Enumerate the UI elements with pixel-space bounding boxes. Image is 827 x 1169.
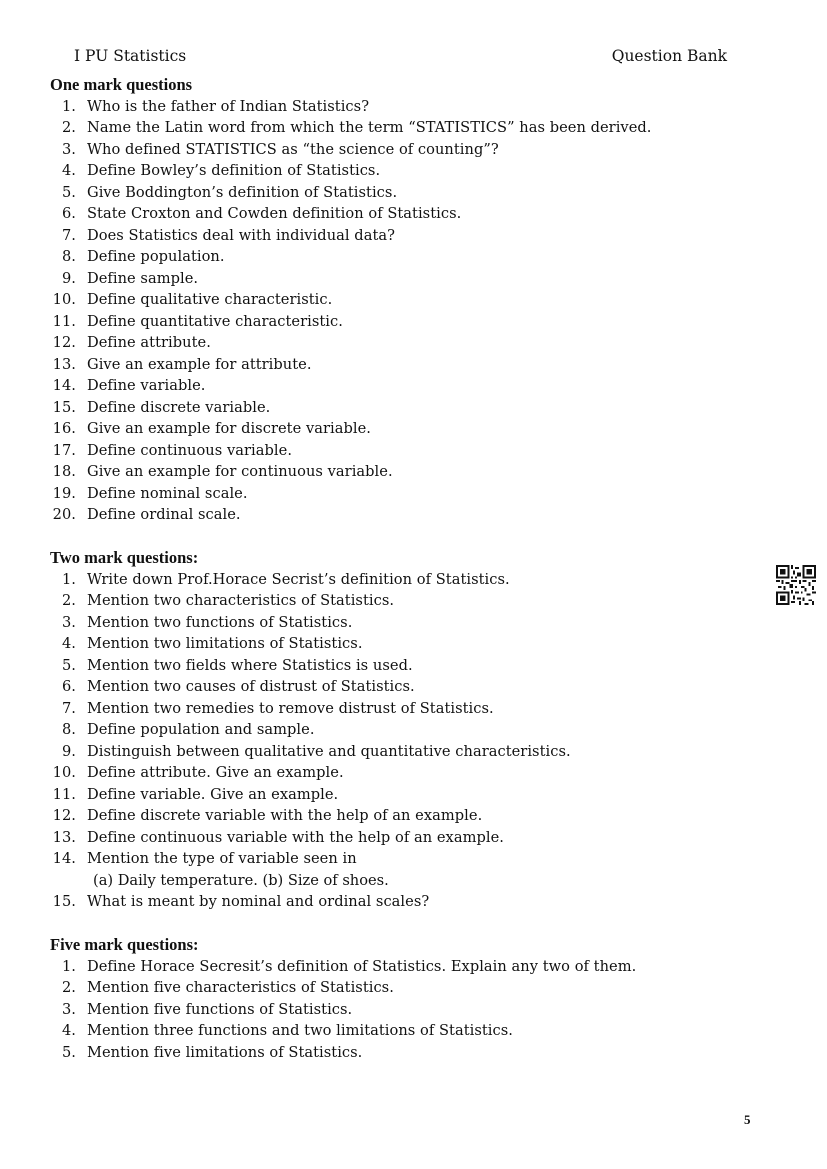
question-number: 18. (52, 463, 76, 480)
question-text: Distinguish between qualitative and quantitative characteristics. (87, 742, 571, 760)
question-number: 3. (61, 140, 76, 158)
question-text: Name the Latin word from which the term “STATISTICS” has been derived. (87, 119, 652, 136)
question-text: Define ordinal scale. (87, 506, 241, 523)
question-number: 19. (52, 484, 76, 502)
question-number: 10. (52, 291, 76, 308)
question-text: Define quantitative characteristic. (87, 312, 343, 330)
question-item (50, 203, 770, 225)
question-text: Define sample. (87, 269, 199, 287)
question-number: 13. (52, 355, 76, 373)
question-text: Define discrete variable with the help of an example. (87, 807, 483, 824)
question-item (50, 848, 770, 870)
question-list (50, 956, 770, 1064)
question-item (50, 96, 770, 118)
question-item (50, 246, 770, 268)
question-item (50, 182, 770, 204)
question-number: 1. (61, 570, 76, 588)
question-number: 1. (61, 97, 76, 115)
section-spacer (50, 913, 770, 935)
question-item (50, 225, 770, 247)
question-text: State Croxton and Cowden definition of Statistics. (87, 205, 462, 222)
question-item (50, 375, 770, 397)
question-item (50, 139, 770, 161)
question-number: 4. (61, 635, 76, 652)
question-number: 7. (61, 699, 76, 717)
question-item (50, 504, 770, 526)
question-item (50, 999, 770, 1021)
question-text: Mention five limitations of Statistics. (87, 1043, 363, 1061)
question-number: 1. (61, 957, 76, 975)
question-number: 20. (52, 506, 76, 523)
question-item (50, 311, 770, 333)
section-title: Two mark questions: (50, 548, 199, 567)
question-number: 2. (61, 979, 76, 996)
question-text: Define Horace Secresit’s definition of Statistics. Explain any two of them. (87, 957, 637, 975)
question-item (50, 440, 770, 462)
question-number: 5. (61, 183, 76, 201)
question-text: Mention two causes of distrust of Statistics. (87, 678, 415, 695)
question-item (50, 762, 770, 784)
question-bank-content (50, 74, 770, 1063)
question-number: 2. (61, 592, 76, 609)
question-text: Mention five functions of Statistics. (87, 1000, 353, 1018)
question-number: 15. (52, 893, 76, 910)
question-text: Mention two characteristics of Statistics. (87, 592, 395, 609)
question-item (50, 268, 770, 290)
question-number: 8. (61, 721, 76, 738)
question-text: Mention two limitations of Statistics. (87, 635, 363, 652)
question-number: 17. (52, 441, 76, 459)
question-number: 9. (61, 269, 76, 287)
question-text: Define attribute. Give an example. (87, 764, 344, 781)
question-item (50, 633, 770, 655)
question-text: Give an example for discrete variable. (87, 420, 371, 437)
question-item (50, 461, 770, 483)
question-text: Give an example for attribute. (87, 355, 312, 373)
question-text: Who is the father of Indian Statistics? (87, 97, 370, 115)
question-number: 14. (52, 377, 76, 394)
question-text: Define continuous variable. (87, 441, 293, 459)
question-list (50, 96, 770, 526)
question-item (50, 332, 770, 354)
section-title: One mark questions (50, 75, 193, 94)
question-item (50, 891, 770, 913)
question-text: Mention two functions of Statistics. (87, 613, 353, 631)
question-number: 8. (61, 248, 76, 265)
section-spacer (50, 526, 770, 548)
question-item (50, 1020, 770, 1042)
header-subject: I PU Statistics (74, 47, 187, 65)
question-item (50, 741, 770, 763)
question-item (50, 698, 770, 720)
question-number: 6. (61, 678, 76, 695)
question-number: 15. (52, 398, 76, 416)
question-item (50, 676, 770, 698)
question-number: 6. (61, 205, 76, 222)
question-number: 5. (61, 656, 76, 674)
header-doc-type: Question Bank (611, 47, 727, 65)
question-number: 4. (61, 1022, 76, 1039)
section-title: Five mark questions: (50, 935, 199, 954)
question-text: Define population and sample. (87, 721, 315, 738)
question-number: 7. (61, 226, 76, 244)
question-item (50, 612, 770, 634)
question-text: Mention two remedies to remove distrust of Statistics. (87, 699, 494, 717)
question-item (50, 805, 770, 827)
question-text: Mention two fields where Statistics is used. (87, 656, 413, 674)
question-number: 12. (52, 807, 76, 824)
question-text: Mention five characteristics of Statistics. (87, 979, 394, 996)
question-number: 12. (52, 334, 76, 351)
question-number: 11. (52, 312, 76, 330)
question-item (50, 418, 770, 440)
question-number: 4. (61, 162, 76, 179)
question-text: Mention three functions and two limitations of Statistics. (87, 1022, 513, 1039)
question-text: Define Bowley’s definition of Statistics. (87, 162, 381, 179)
question-number: 2. (61, 119, 76, 136)
question-item (50, 160, 770, 182)
question-number: 16. (52, 420, 76, 437)
question-number: 11. (52, 785, 76, 803)
qr-code-icon (776, 565, 816, 605)
question-number: 3. (61, 1000, 76, 1018)
question-item (50, 977, 770, 999)
question-item (50, 569, 770, 591)
question-item (50, 590, 770, 612)
question-list (50, 569, 770, 913)
question-text: Write down Prof.Horace Secrist’s definition of Statistics. (87, 570, 510, 588)
question-item (50, 397, 770, 419)
question-number: 13. (52, 828, 76, 846)
question-text: Define variable. (87, 377, 206, 394)
question-text: Define attribute. (87, 334, 211, 351)
question-item (50, 1042, 770, 1064)
question-item (50, 354, 770, 376)
question-text: What is meant by nominal and ordinal scales? (87, 893, 430, 910)
question-item (50, 289, 770, 311)
question-item (50, 117, 770, 139)
question-number: 9. (61, 742, 76, 760)
question-number: 10. (52, 764, 76, 781)
question-text: Define qualitative characteristic. (87, 291, 333, 308)
question-text: Define continuous variable with the help of an example. (87, 828, 504, 846)
question-item (50, 655, 770, 677)
question-text: Mention the type of variable seen in (87, 850, 357, 867)
question-text: Define nominal scale. (87, 484, 248, 502)
question-text: Define variable. Give an example. (87, 785, 339, 803)
question-item (50, 784, 770, 806)
question-number: 3. (61, 613, 76, 631)
question-subline: (a) Daily temperature. (b) Size of shoes. (93, 871, 389, 889)
question-item (50, 956, 770, 978)
page-header (74, 47, 727, 65)
question-text: Does Statistics deal with individual data? (87, 226, 395, 244)
question-text: Give Boddington’s definition of Statistics. (87, 183, 398, 201)
question-text: Who defined STATISTICS as “the science of counting”? (87, 140, 499, 158)
question-text: Define discrete variable. (87, 398, 271, 416)
question-number: 14. (52, 850, 76, 867)
question-text: Define population. (87, 248, 225, 265)
question-item (50, 483, 770, 505)
page-number: 5 (744, 1112, 751, 1127)
question-text: Give an example for continuous variable. (87, 463, 393, 480)
question-item (50, 827, 770, 849)
question-item (50, 719, 770, 741)
question-number: 5. (61, 1043, 76, 1061)
